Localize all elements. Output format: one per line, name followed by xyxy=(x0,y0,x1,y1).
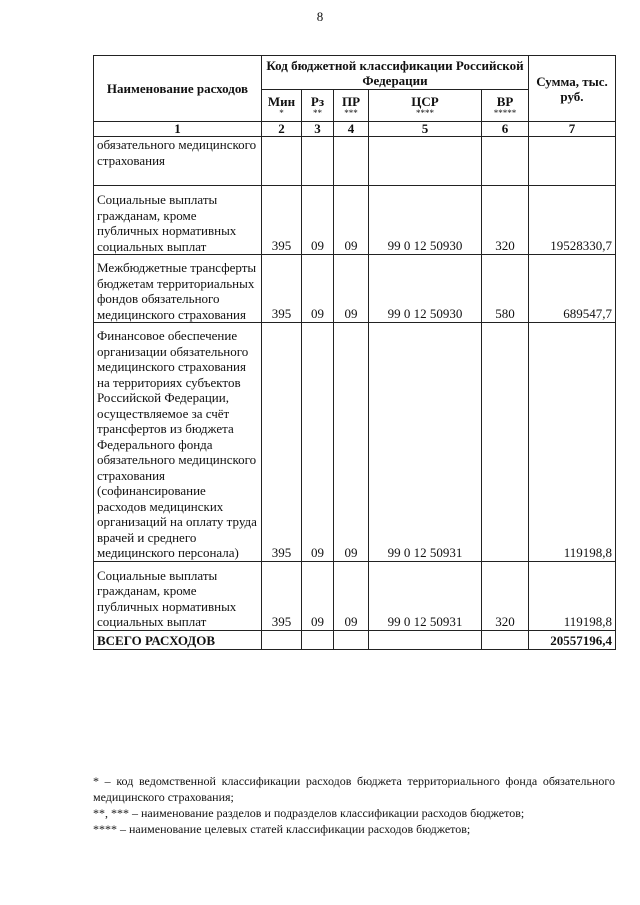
row-pr: 09 xyxy=(334,255,369,323)
row-pr: 09 xyxy=(334,186,369,255)
row-name: Финансовое обеспечение организации обязательного медицинского страхования на территориях субъектов Российской Федерации, осуществляемое за счёт трансфертов из бюджета Федерального фонда обязательного медицинского страхования (софинансирование расходов медицинских организаций на оплату труда врачей и среднего медицинского персонала) xyxy=(94,323,262,562)
column-number: 1 xyxy=(94,122,262,137)
row-min: 395 xyxy=(262,561,302,630)
row-pr: 09 xyxy=(334,561,369,630)
table-row xyxy=(94,186,616,255)
row-csr xyxy=(369,137,482,186)
header-pr: ПР *** xyxy=(334,90,369,122)
total-empty-cell xyxy=(482,630,529,649)
column-number: 6 xyxy=(482,122,529,137)
footnote: **, *** – наименование разделов и подразделов классификации расходов бюджетов; xyxy=(93,806,525,820)
row-pr: 09 xyxy=(334,323,369,562)
row-name: обязательного медицинского страхования xyxy=(94,137,262,186)
footnote: * – код ведомственной классификации расходов бюджета территориального фонда обязательного медицинского страхования; xyxy=(93,774,615,804)
header-csr: ЦСР **** xyxy=(369,90,482,122)
table-row xyxy=(94,561,616,630)
header-vr: ВР ***** xyxy=(482,90,529,122)
row-csr: 99 0 12 50931 xyxy=(369,561,482,630)
total-label: ВСЕГО РАСХОДОВ xyxy=(94,630,262,649)
total-sum: 20557196,4 xyxy=(529,630,616,649)
row-vr: 320 xyxy=(482,561,529,630)
row-sum: 19528330,7 xyxy=(529,186,616,255)
row-sum: 119198,8 xyxy=(529,561,616,630)
total-empty-cell xyxy=(262,630,302,649)
row-name: Социальные выплаты гражданам, кроме публичных нормативных социальных выплат xyxy=(94,186,262,255)
row-name: Межбюджетные трансферты бюджетам территориальных фондов обязательного медицинского страхования xyxy=(94,255,262,323)
column-number: 4 xyxy=(334,122,369,137)
column-number: 2 xyxy=(262,122,302,137)
row-csr: 99 0 12 50930 xyxy=(369,255,482,323)
row-rz: 09 xyxy=(302,186,334,255)
header-expense-name: Наименование расходов xyxy=(94,56,262,122)
budget-expenses-table xyxy=(93,55,616,650)
total-empty-cell xyxy=(334,630,369,649)
row-csr: 99 0 12 50931 xyxy=(369,323,482,562)
table-row xyxy=(94,323,616,562)
row-sum xyxy=(529,137,616,186)
row-vr: 580 xyxy=(482,255,529,323)
row-rz: 09 xyxy=(302,323,334,562)
footnote: **** – наименование целевых статей классификации расходов бюджетов; xyxy=(93,822,471,836)
row-min: 395 xyxy=(262,255,302,323)
header-classification-code: Код бюджетной классификации Российской Федерации xyxy=(262,56,529,90)
header-rz: Рз ** xyxy=(302,90,334,122)
total-empty-cell xyxy=(369,630,482,649)
page-number: 8 xyxy=(316,9,324,24)
row-rz xyxy=(302,137,334,186)
column-number: 3 xyxy=(302,122,334,137)
table-header-row xyxy=(94,56,616,90)
row-min xyxy=(262,137,302,186)
header-sum: Сумма, тыс. руб. xyxy=(529,56,616,122)
row-sum: 689547,7 xyxy=(529,255,616,323)
row-vr xyxy=(482,137,529,186)
row-name: Социальные выплаты гражданам, кроме публичных нормативных социальных выплат xyxy=(94,561,262,630)
row-rz: 09 xyxy=(302,255,334,323)
row-sum: 119198,8 xyxy=(529,323,616,562)
row-csr: 99 0 12 50930 xyxy=(369,186,482,255)
row-vr xyxy=(482,323,529,562)
column-numbers-row xyxy=(94,122,616,137)
table-row xyxy=(94,255,616,323)
column-number: 7 xyxy=(529,122,616,137)
row-min: 395 xyxy=(262,323,302,562)
footnotes xyxy=(93,773,615,837)
total-empty-cell xyxy=(302,630,334,649)
row-vr: 320 xyxy=(482,186,529,255)
row-min: 395 xyxy=(262,186,302,255)
total-row xyxy=(94,630,616,649)
header-min: Мин * xyxy=(262,90,302,122)
row-rz: 09 xyxy=(302,561,334,630)
row-pr xyxy=(334,137,369,186)
column-number: 5 xyxy=(369,122,482,137)
table-row xyxy=(94,137,616,186)
